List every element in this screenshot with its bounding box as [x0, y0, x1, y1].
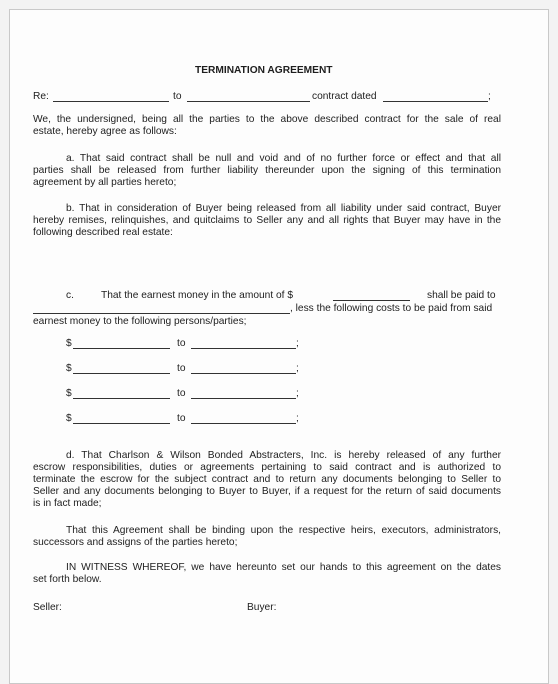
payment-to: to	[177, 363, 186, 374]
payment-dollar: $	[66, 413, 72, 424]
witness-line: set forth below.	[33, 574, 102, 585]
payment-recipient-line[interactable]	[191, 423, 296, 424]
paragraph-d-line: is in fact made;	[33, 498, 102, 509]
document-page	[9, 9, 549, 684]
binding-paragraph	[33, 525, 501, 549]
paragraph-a-line: agreement by all parties hereto;	[33, 177, 177, 188]
re-second-party-line[interactable]	[187, 101, 310, 102]
re-label: Re:	[33, 91, 49, 102]
paragraph-d-line: Seller and any documents belonging to Buyer to Buyer, if a request for the return of said documents	[33, 486, 501, 497]
payment-dollar: $	[66, 388, 72, 399]
payment-end: ;	[296, 363, 299, 374]
paragraph-c-text: earnest money to the following persons/parties;	[33, 316, 247, 327]
paragraph-d-line: d. That Charlson & Wilson Bonded Abstracters, Inc. is hereby released of any further	[66, 450, 501, 461]
re-date-line[interactable]	[383, 101, 488, 102]
witness-paragraph	[33, 562, 501, 586]
witness-line: IN WITNESS WHEREOF, we have hereunto set our hands to this agreement on the dates	[66, 562, 501, 573]
binding-line: That this Agreement shall be binding upon the respective heirs, executors, administrators,	[66, 525, 501, 536]
re-end: ;	[488, 91, 491, 102]
payment-amount-line[interactable]	[73, 348, 170, 349]
payment-recipient-line[interactable]	[191, 348, 296, 349]
payment-amount-line[interactable]	[73, 398, 170, 399]
re-party-line[interactable]	[53, 101, 169, 102]
payment-end: ;	[296, 413, 299, 424]
buyer-signature-label: Buyer:	[247, 602, 277, 613]
paragraph-a-line: parties shall be released from further liability thereunder upon the signing of this termination	[33, 165, 501, 176]
intro-line: estate, hereby agree as follows:	[33, 126, 177, 137]
payment-to: to	[177, 338, 186, 349]
intro-paragraph	[33, 114, 501, 138]
payment-dollar: $	[66, 338, 72, 349]
paragraph-d-line: terminate the escrow for the subject contract and to return any documents belonging to Seller to	[33, 474, 501, 485]
intro-line: We, the undersigned, being all the parties to the above described contract for the sale of real	[33, 114, 501, 125]
payment-end: ;	[296, 338, 299, 349]
paragraph-a	[33, 153, 501, 189]
payment-dollar: $	[66, 363, 72, 374]
earnest-amount-line[interactable]	[333, 300, 410, 301]
payment-to: to	[177, 388, 186, 399]
payment-amount-line[interactable]	[73, 423, 170, 424]
paragraph-a-line: a. That said contract shall be null and void and of no further force or effect and that all	[66, 153, 501, 164]
paragraph-d-line: escrow responsibilities, duties or agreements pertaining to said contract and is authorized to	[33, 462, 501, 473]
paragraph-d	[33, 450, 501, 510]
payment-end: ;	[296, 388, 299, 399]
payment-recipient-line[interactable]	[191, 398, 296, 399]
paragraph-c-text: shall be paid to	[427, 290, 496, 301]
paragraph-c-text: That the earnest money in the amount of $	[101, 290, 293, 301]
paragraph-c-text: , less the following costs to be paid from said	[290, 303, 493, 314]
earnest-payee-line[interactable]	[33, 313, 290, 314]
paragraph-b-line: following described real estate:	[33, 227, 173, 238]
re-contract-dated-label: contract dated	[312, 91, 377, 102]
payment-to: to	[177, 413, 186, 424]
seller-signature-label: Seller:	[33, 602, 62, 613]
paragraph-b	[33, 203, 501, 239]
binding-line: successors and assigns of the parties hereto;	[33, 537, 238, 548]
payment-amount-line[interactable]	[73, 373, 170, 374]
paragraph-b-line: b. That in consideration of Buyer being released from all liability under said contract, Buyer	[66, 203, 501, 214]
payment-recipient-line[interactable]	[191, 373, 296, 374]
document-title: TERMINATION AGREEMENT	[195, 65, 333, 76]
paragraph-c-label: c.	[66, 290, 74, 301]
paragraph-b-line: hereby remises, relinquishes, and quitclaims to Seller any and all rights that Buyer may have in the	[33, 215, 501, 226]
re-to-label: to	[173, 91, 182, 102]
